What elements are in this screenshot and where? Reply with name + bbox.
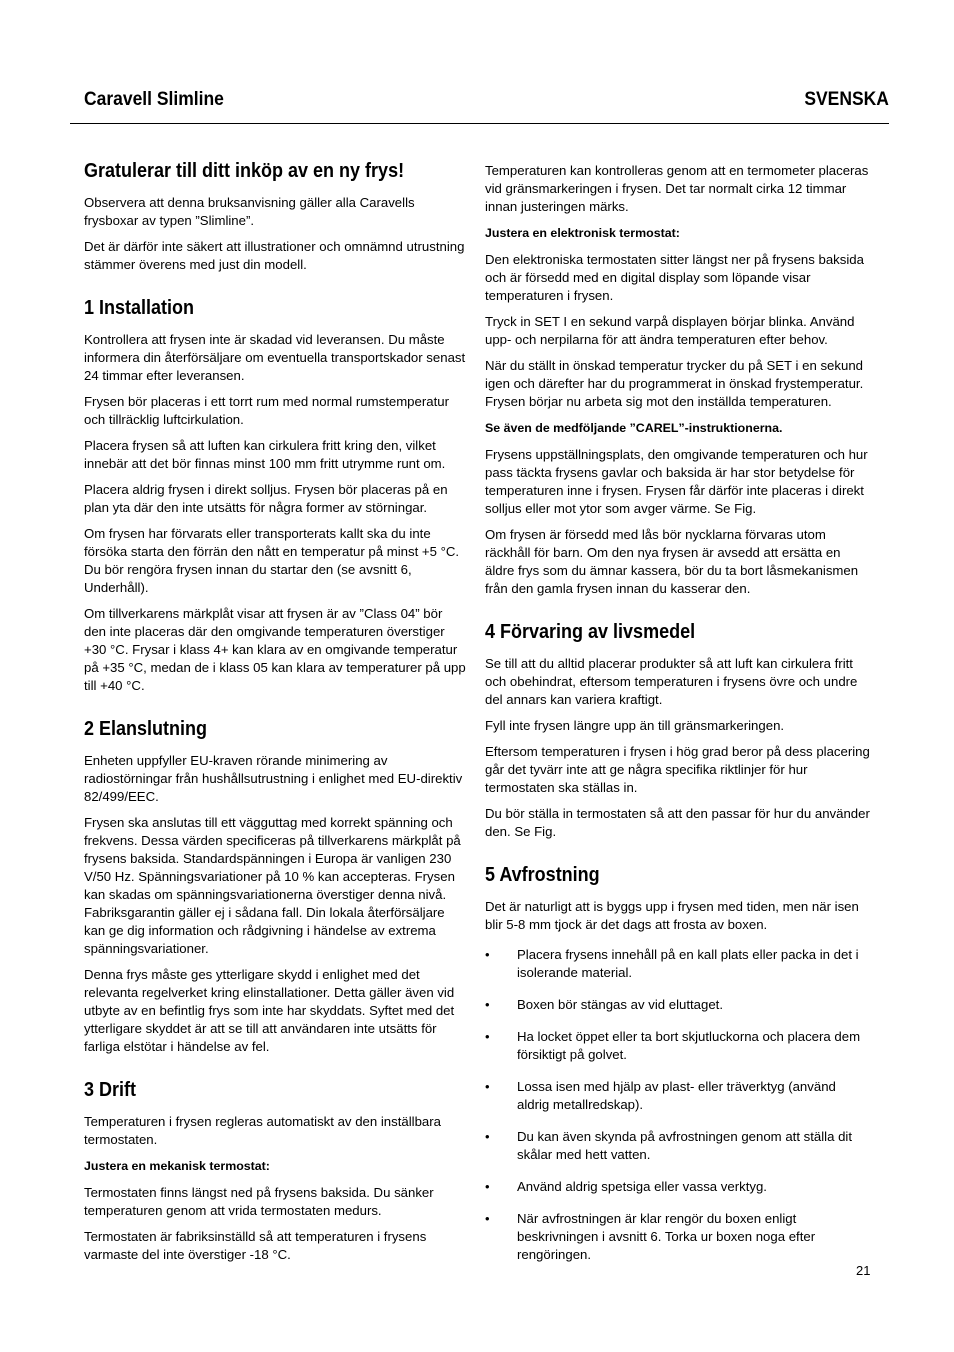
section-1-heading: 1 Installation — [84, 297, 195, 319]
page-number: 21 — [856, 1263, 871, 1278]
list-item: • Du kan även skynda på avfrostningen genom att ställa dit skålar med hett vatten. — [485, 1129, 853, 1162]
right-paragraph-6: Om frysen är försedd med lås bör nycklarna förvaras utom räckhåll för barn. Om den nya frysen är avsedd att ersätta en äldre frys som du ämnar kassera, bör du ta bort låsmekanismen från den gamla frysen innan du kasserar den. — [485, 527, 859, 596]
bullet-icon: • — [485, 947, 490, 962]
bullet-icon: • — [485, 1179, 490, 1194]
section-4-paragraph-4: Du bör ställa in termostaten så att den passar för hur du använder den. Se Fig. — [485, 806, 870, 839]
header-language: SVENSKA — [804, 89, 889, 110]
section-3-paragraph-2: Termostaten finns längst ned på frysens baksida. Du sänker temperaturen genom att vrida termostaten medurs. — [84, 1185, 434, 1218]
section-2-paragraph-2: Frysen ska anslutas till ett vägguttag med korrekt spänning och frekvens. Dessa värden specificeras på tillverkarens märkplåt på frysens baksida. Standardspänningen i Europa är vanligen 230 V/50 Hz. Spänningsvariationer på 10 % kan accepteras. Frysen kan skadas om spänningsvariationerna överstiger denna nivå. Fabriksgarantin gäller ej i sådana fall. Din lokala återförsäljare kan ge dig information och rådgivning i händelse av extrema spänningsvariationer. — [84, 815, 461, 956]
section-3-paragraph-3: Termostaten är fabriksinställd så att temperaturen i frysens varmaste del inte överstiger -18 °C. — [84, 1229, 427, 1262]
section-5-heading: 5 Avfrostning — [485, 864, 600, 886]
section-3-paragraph-1: Temperaturen i frysen regleras automatiskt av den inställbara termostaten. — [84, 1114, 441, 1147]
section-2-heading: 2 Elanslutning — [84, 718, 208, 740]
list-item: • När avfrostningen är klar rengör du boxen enligt beskrivningen i avsnitt 6. Torka ur boxen noga efter rengöringen. — [485, 1211, 816, 1262]
section-2-paragraph-1: Enheten uppfyller EU-kraven rörande minimering av radiostörningar från hushållsutrustning i enlighet med EU-direktiv 82/499/EEC. — [84, 753, 463, 804]
section-4-paragraph-1: Se till att du alltid placerar produkter så att luft kan cirkulera fritt och obehindrat, eftersom temperaturen i frysens övre och undre del annars kan variera kraftigt. — [485, 656, 858, 707]
right-paragraph-2: Den elektroniska termostaten sitter längst ner på frysens baksida och är försedd med en digital display som löpande visar temperaturen i frysen. — [485, 252, 864, 303]
right-paragraph-4: När du ställt in önskad temperatur trycker du på SET i en sekund igen och därefter har du programmerat in önskad frystemperatur. Frysen börjar nu arbeta sig mot den inställda temperaturen. — [485, 358, 864, 409]
section-1-paragraph-4: Placera aldrig frysen i direkt solljus. Frysen bör placeras på en plan yta där den inte utsätts för några former av störningar. — [84, 482, 448, 515]
bullet-icon: • — [485, 1079, 490, 1094]
bullet-icon: • — [485, 1129, 490, 1144]
intro-heading: Gratulerar till ditt inköp av en ny frys! — [84, 160, 405, 182]
section-3-subheading-mechanical: Justera en mekanisk termostat: — [84, 1159, 270, 1173]
right-paragraph-3: Tryck in SET I en sekund varpå displayen börjar blinka. Använd upp- och nerpilarna för att ändra temperaturen efter behov. — [485, 314, 855, 347]
page-header — [70, 86, 889, 124]
section-2-paragraph-3: Denna frys måste ges ytterligare skydd i enlighet med det relevanta regelverket kring elinstallationer. Detta gäller även vid utbyte av en befintlig frys som inte har skyddats. Syftet med det ytterligare skyddet är att se till att användaren inte utsätts för farliga elstötar i händelse av fel. — [84, 967, 455, 1054]
right-paragraph-1: Temperaturen kan kontrolleras genom att en termometer placeras vid gränsmarkeringen i frysen. Det tar normalt cirka 12 timmar innan justeringen märks. — [485, 163, 869, 214]
section-1-paragraph-6: Om tillverkarens märkplåt visar att frysen är av ”Class 04” bör den inte placeras där den omgivande temperaturen överstiger +30 °C. Frysar i klass 4+ kan klara av en omgivande temperatur på +35 °C, medan de i klass 05 kan klara av temperaturer på upp till +40 °C. — [84, 606, 466, 693]
section-3-heading: 3 Drift — [84, 1079, 137, 1101]
section-1-paragraph-5: Om frysen har förvarats eller transporterats kallt ska du inte försöka starta den förrän den nått en temperatur på minst +5 °C. Du bör rengöra frysen innan du startar den (se avsnitt 6, Underhåll). — [84, 526, 460, 595]
list-item: • Boxen bör stängas av vid eluttaget. — [485, 997, 724, 1012]
bullet-icon: • — [485, 1211, 490, 1226]
section-4-paragraph-2: Fyll inte frysen längre upp än till gränsmarkeringen. — [485, 718, 785, 733]
right-column — [485, 162, 871, 1278]
bullet-icon: • — [485, 997, 490, 1012]
section-4-heading: 4 Förvaring av livsmedel — [485, 621, 696, 643]
intro-paragraph-2: Det är därför inte säkert att illustrationer och omnämnd utrustning stämmer överens med just din modell. — [84, 239, 465, 272]
list-item: • Ha locket öppet eller ta bort skjutluckorna och placera dem försiktigt på golvet. — [485, 1029, 861, 1062]
section-4-paragraph-3: Eftersom temperaturen i frysen i hög grad beror på dess placering går det tyvärr inte att ge några specifika riktlinjer för hur termostaten ska ställas in. — [485, 744, 870, 795]
section-1-paragraph-1: Kontrollera att frysen inte är skadad vid leveransen. Du måste informera din återförsäljare om eventuella transportskador senast 24 timmar efter leveransen. — [84, 332, 466, 383]
subheading-carel-instructions: Se även de medföljande ”CAREL”-instruktionerna. — [485, 421, 783, 435]
list-item: • Lossa isen med hjälp av plast- eller träverktyg (använd aldrig metallredskap). — [485, 1079, 836, 1112]
header-product-name: Caravell Slimline — [84, 89, 224, 110]
list-item: • Placera frysens innehåll på en kall plats eller packa in det i isolerande material. — [485, 947, 859, 980]
defrost-steps-list — [485, 946, 871, 1264]
intro-paragraph-1: Observera att denna bruksanvisning gäller alla Caravells frysboxar av typen ”Slimline”. — [84, 195, 415, 228]
right-paragraph-5: Frysens uppställningsplats, den omgivande temperaturen och hur pass täckta frysens gavlar och baksida är har stor betydelse för temperaturen inne i frysen. Frysen får därför inte placeras i direkt solljus eller mot ytor som avger värme. Se Fig. — [485, 447, 868, 516]
section-5-paragraph-1: Det är naturligt att is byggs upp i frysen med tiden, men när isen blir 5-8 mm tjock är det dags att frosta av boxen. — [485, 899, 859, 932]
section-1-paragraph-3: Placera frysen så att luften kan cirkulera fritt kring den, vilket innebär att det bör finnas minst 100 mm fritt utrymme runt om. — [84, 438, 446, 471]
list-item: • Använd aldrig spetsiga eller vassa verktyg. — [485, 1179, 767, 1194]
subheading-electronic-thermostat: Justera en elektronisk termostat: — [485, 226, 680, 240]
section-1-paragraph-2: Frysen bör placeras i ett torrt rum med normal rumstemperatur och tillräcklig luftcirkulation. — [84, 394, 449, 427]
left-column — [84, 159, 468, 1272]
bullet-icon: • — [485, 1029, 490, 1044]
